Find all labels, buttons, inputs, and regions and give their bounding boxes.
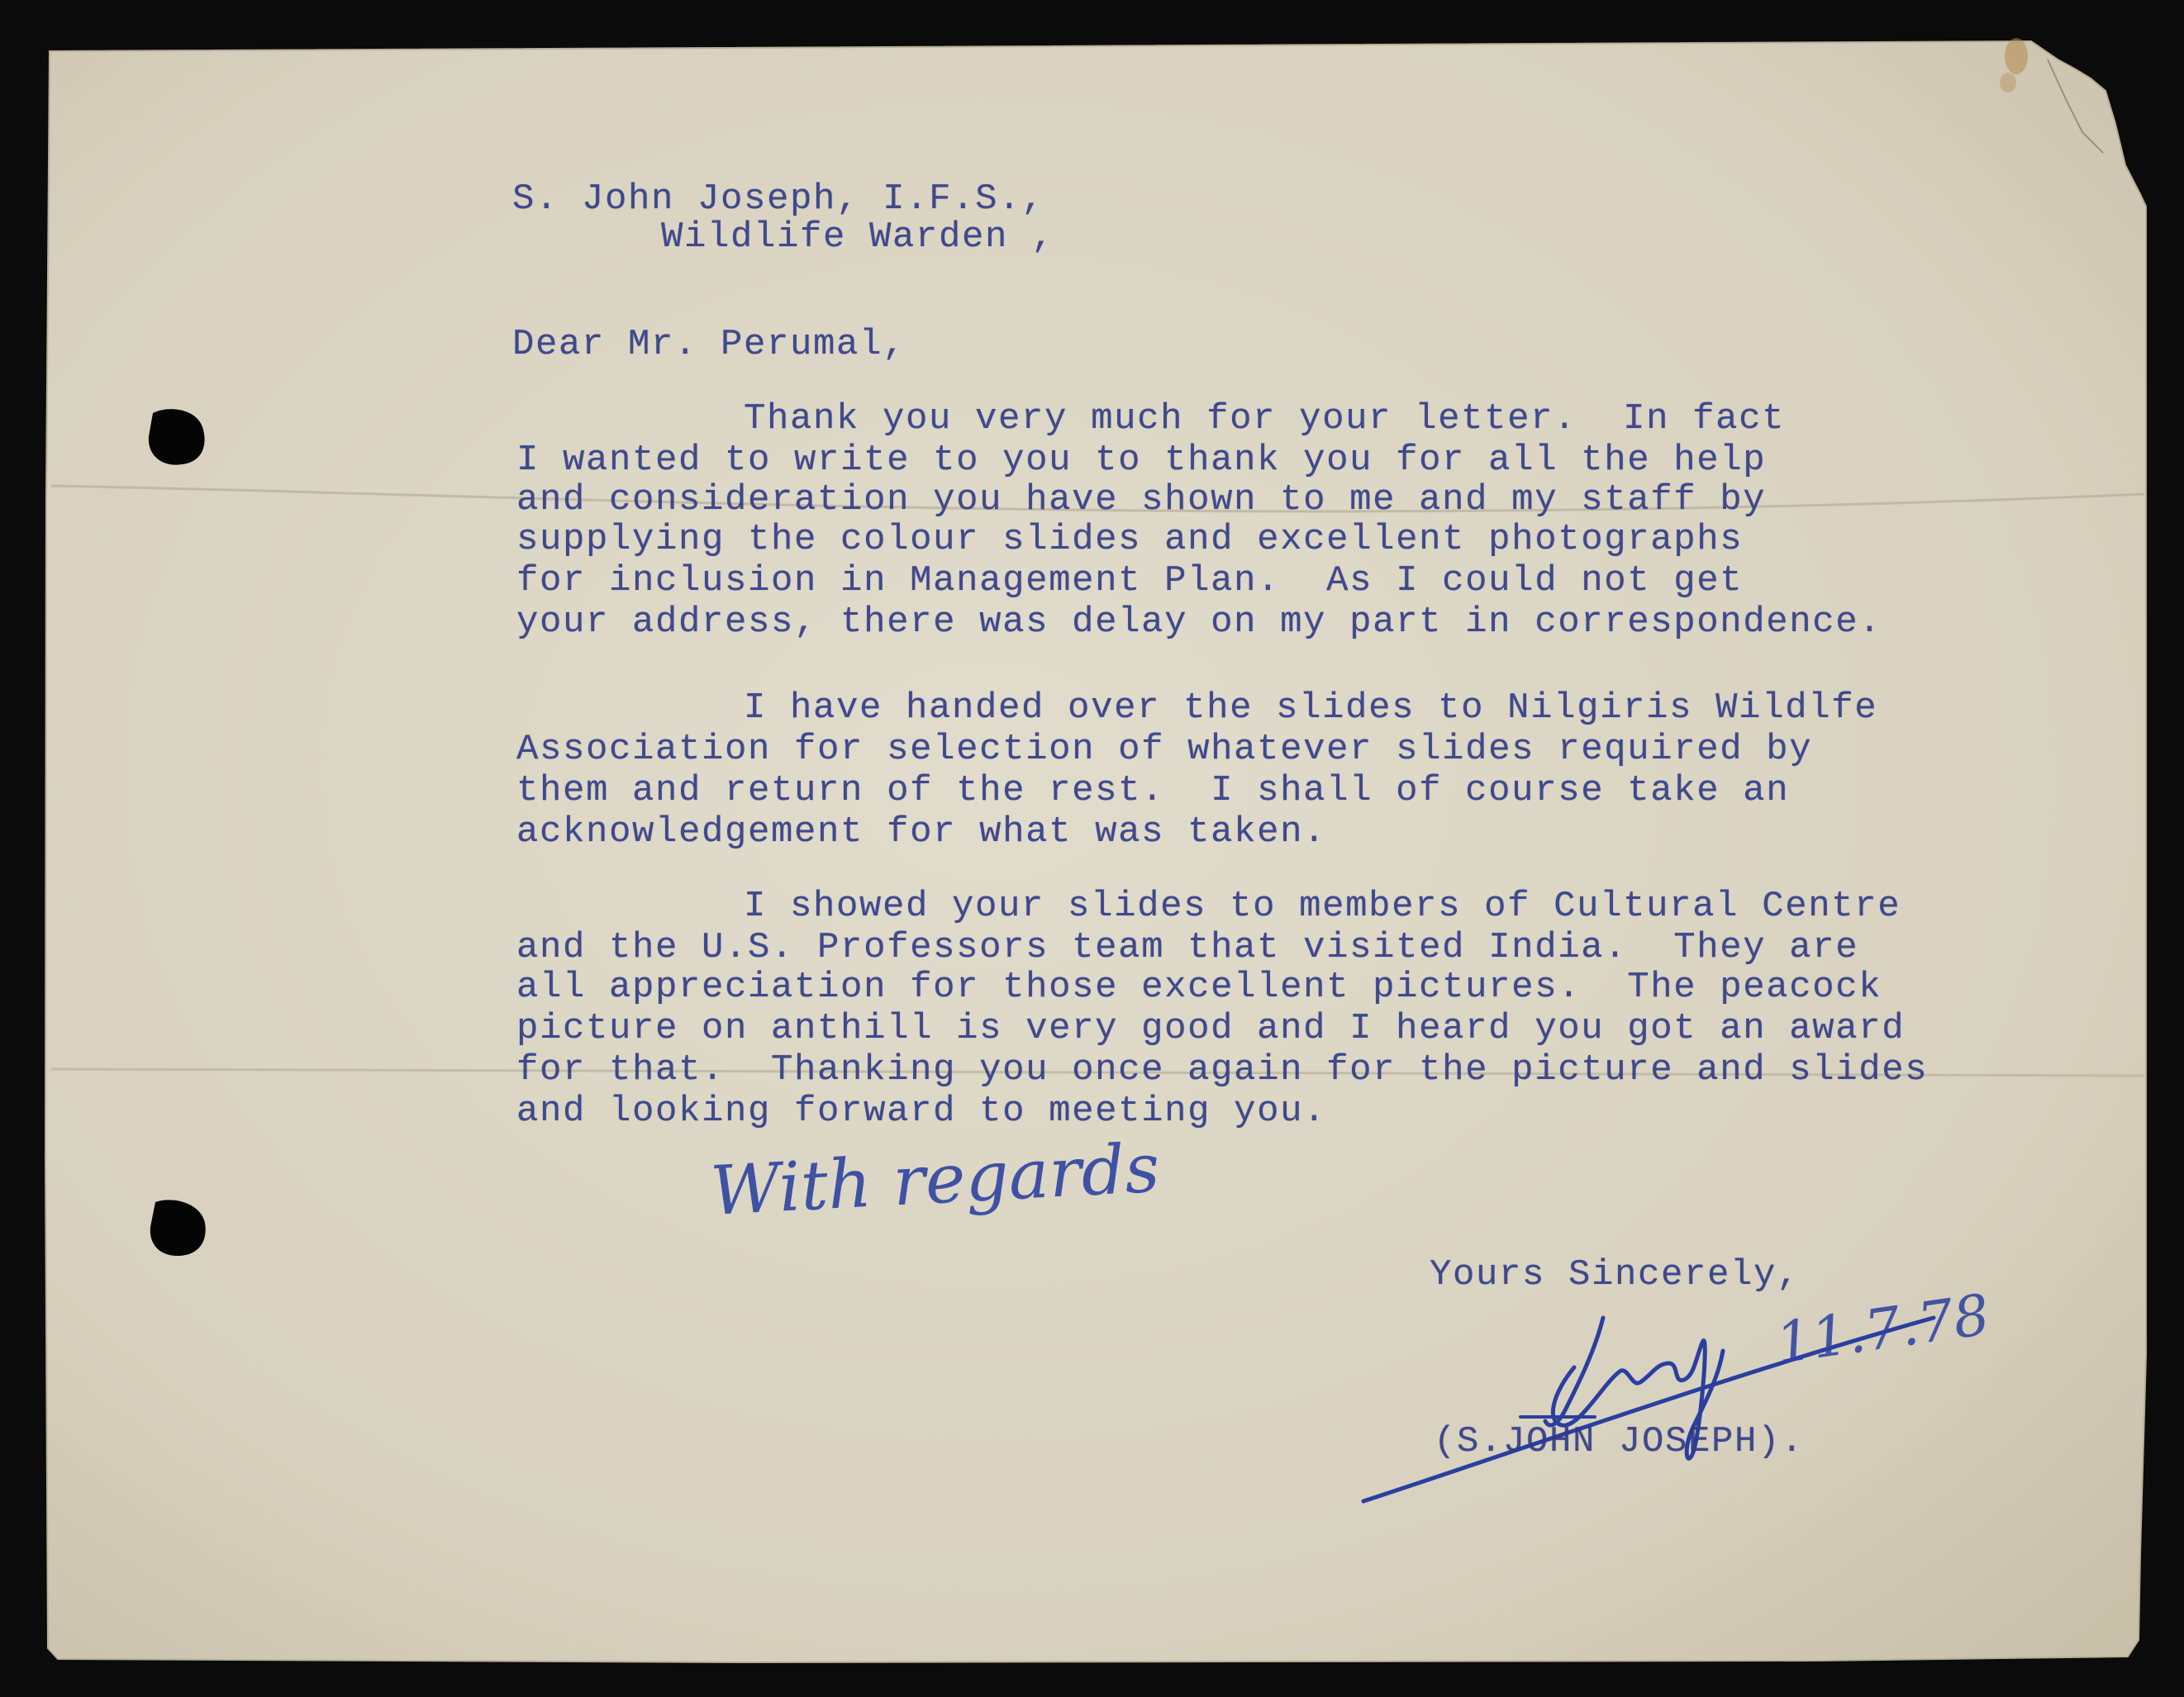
paragraph-line: all appreciation for those excellent pictures. The peacock <box>516 967 1882 1008</box>
paragraph-line: Thank you very much for your letter. In fact <box>744 398 1786 440</box>
stain-mark <box>2005 38 2028 74</box>
paragraph-line: Association for selection of whatever slides required by <box>516 729 1813 770</box>
paragraph-line: I have handed over the slides to Nilgiris Wildlfe <box>744 687 1878 729</box>
paragraph-line: I showed your slides to members of Cultural Centre <box>744 886 1901 927</box>
typed-signatory-name: (S.JOHN JOSEPH). <box>1434 1421 1805 1462</box>
sender-title-line: Wildlife Warden , <box>661 216 1055 258</box>
handwritten-closing: With regards <box>708 1129 1162 1231</box>
paragraph-line: supplying the colour slides and excellent photographs <box>516 519 1744 560</box>
paragraph-line: and the U.S. Professors team that visited India. They are <box>516 927 1859 968</box>
paragraph-line: I wanted to write to you to thank you for all the help <box>516 440 1767 481</box>
paragraph-line: acknowledgement for what was taken. <box>516 811 1327 853</box>
paragraph-line: and consideration you have shown to me and my staff by <box>516 479 1767 521</box>
paragraph-line: them and return of the rest. I shall of course take an <box>516 770 1790 811</box>
handwritten-date: 11.7.78 <box>1772 1282 1994 1377</box>
sender-name-line: S. John Joseph, I.F.S., <box>512 178 1045 220</box>
valediction: Yours Sincerely, <box>1430 1254 1801 1295</box>
paragraph-line: for that. Thanking you once again for the picture and slides <box>516 1049 1929 1091</box>
paragraph-line: for inclusion in Management Plan. As I could not get <box>516 560 1744 601</box>
salutation: Dear Mr. Perumal, <box>512 324 906 365</box>
paragraph-line: picture on anthill is very good and I heard you got an award <box>516 1008 1906 1049</box>
paragraph-line: and looking forward to meeting you. <box>516 1091 1327 1132</box>
paragraph-line: your address, there was delay on my part in correspondence. <box>516 601 1882 643</box>
